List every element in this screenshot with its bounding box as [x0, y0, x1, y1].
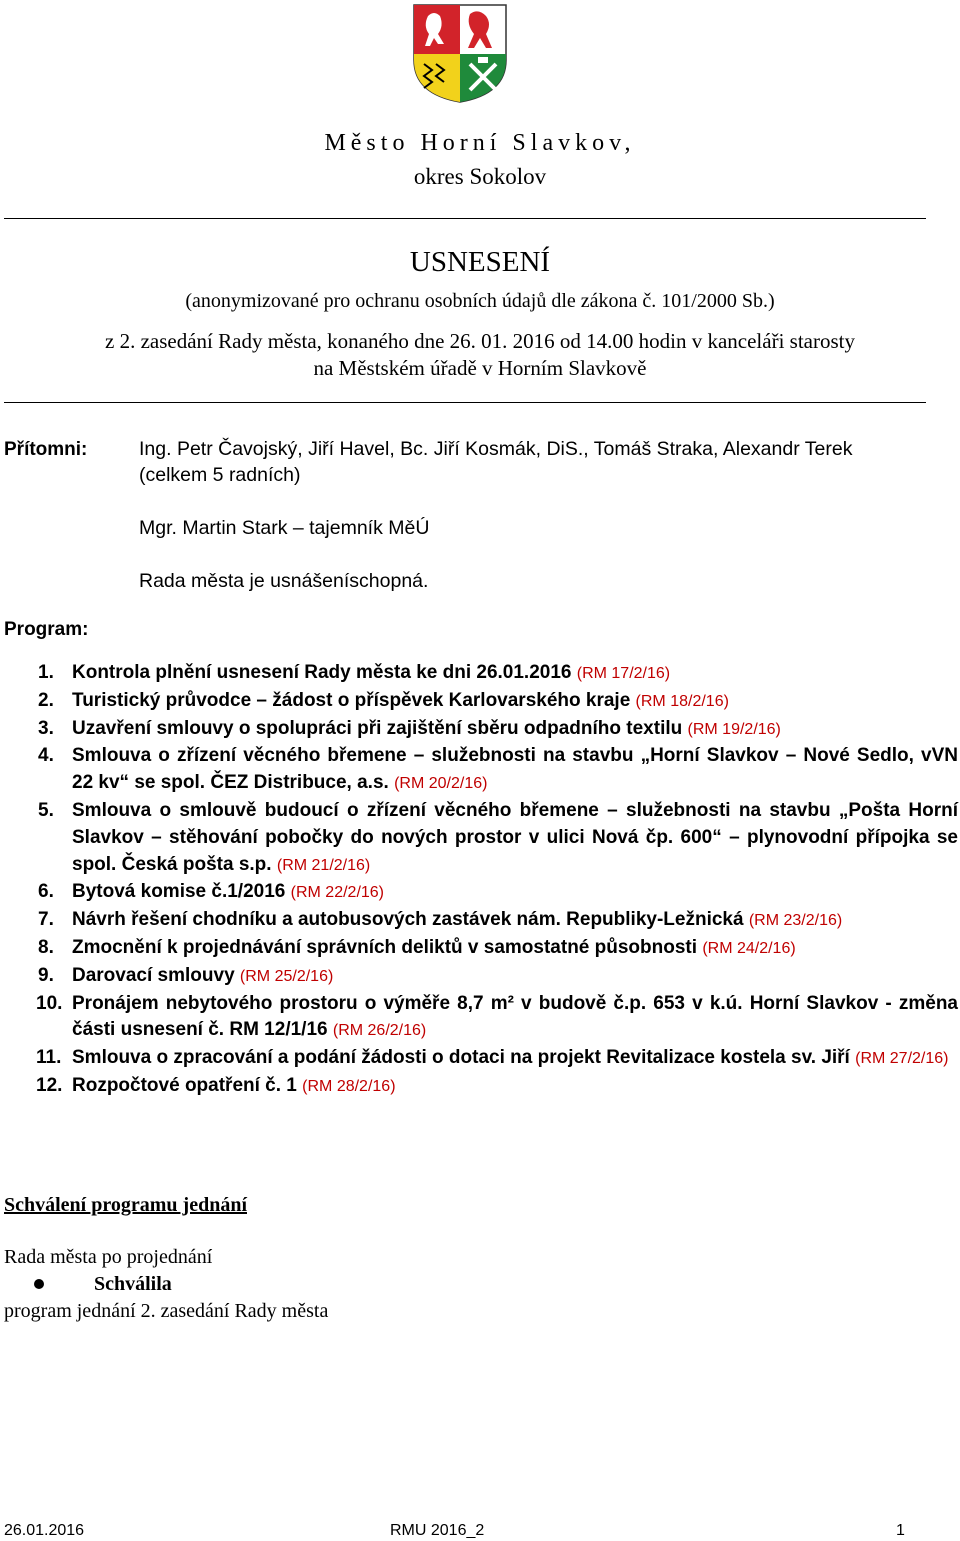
program-label: Program: — [4, 619, 89, 640]
bullet-icon — [34, 1279, 44, 1289]
header-divider — [4, 218, 926, 219]
agenda-list — [38, 660, 958, 1101]
approval-heading: Schválení programu jednání — [4, 1194, 247, 1216]
agenda-item: 10. Pronájem nebytového prostoru o výměře 8,7 m² v budově č.p. 653 v k.ú. Horní Slavkov - změna části usnesení č. RM 12/1/16 (RM 26/2/16) — [36, 992, 958, 1041]
footer-doc-id: RMU 2016_2 — [390, 1522, 485, 1539]
agenda-item: 8. Zmocnění k projednávání správních deliktů v samostatné působnosti (RM 24/2/16) — [38, 936, 796, 958]
approval-intro: Rada města po projednání — [4, 1246, 213, 1268]
coat-of-arms-logo — [410, 2, 510, 104]
anonymization-note: (anonymizované pro ochranu osobních údajů dle zákona č. 101/2000 Sb.) — [185, 290, 775, 312]
document-title: USNESENÍ — [409, 246, 551, 278]
quorum-statement: Rada města je usnášeníschopná. — [139, 570, 429, 592]
agenda-item: 9. Darovací smlouvy (RM 25/2/16) — [38, 964, 334, 986]
agenda-item: 3. Uzavření smlouvy o spolupráci při zajištění sběru odpadního textilu (RM 19/2/16) — [38, 717, 781, 739]
footer-page-number: 1 — [896, 1522, 905, 1539]
approval-decision: Schválila — [4, 1273, 172, 1296]
attendance-members-line2: (celkem 5 radních) — [139, 464, 301, 486]
agenda-item: 7. Návrh řešení chodníku a autobusových zastávek nám. Republiky-Ležnická (RM 23/2/16) — [38, 909, 843, 931]
meeting-info-line1: z 2. zasedání Rady města, konaného dne 26. 01. 2016 od 14.00 hodin v kanceláři starosty — [105, 329, 855, 353]
agenda-item: 2. Turistický průvodce – žádost o příspěvek Karlovarského kraje (RM 18/2/16) — [38, 689, 729, 711]
attendance-label: Přítomni: — [4, 439, 88, 460]
agenda-item: 4. Smlouva o zřízení věcného břemene – služebnosti na stavbu „Horní Slavkov – Nové Sedlo, vVN 22 kv“ se spol. ČEZ Distribuce, a.s. (RM 20/2/16) — [38, 745, 958, 794]
attendance-members-line1: Ing. Petr Čavojský, Jiří Havel, Bc. Jiří Kosmák, DiS., Tomáš Straka, Alexandr Terek — [139, 438, 853, 460]
agenda-item: 12. Rozpočtové opatření č. 1 (RM 28/2/16) — [36, 1074, 396, 1096]
secretary: Mgr. Martin Stark – tajemník MěÚ — [139, 517, 430, 539]
footer-date: 26.01.2016 — [4, 1522, 85, 1539]
agenda-item: 11. Smlouva o zpracování a podání žádosti o dotaci na projekt Revitalizace kostela sv. Jiří (RM 27/2/16) — [36, 1047, 949, 1069]
agenda-item: 1. Kontrola plnění usnesení Rady města ke dni 26.01.2016 (RM 17/2/16) — [38, 662, 671, 683]
approval-object: program jednání 2. zasedání Rady města — [4, 1300, 329, 1322]
agenda-item: 5. Smlouva o smlouvě budoucí o zřízení věcného břemene – služebnosti na stavbu „Pošta Horní Slavkov – stěhování pobočky do nových prostor v ulici Nová čp. 600“ – plynovodní přípojka se spol. Česká pošta s.p. (RM 21/2/16) — [38, 799, 958, 875]
meeting-info-line2: na Městském úřadě v Horním Slavkově — [313, 356, 647, 380]
district-name: okres Sokolov — [413, 164, 547, 189]
meeting-divider — [4, 402, 926, 403]
agenda-item: 6. Bytová komise č.1/2016 (RM 22/2/16) — [38, 881, 385, 903]
city-name: Město Horní Slavkov, — [324, 130, 636, 156]
